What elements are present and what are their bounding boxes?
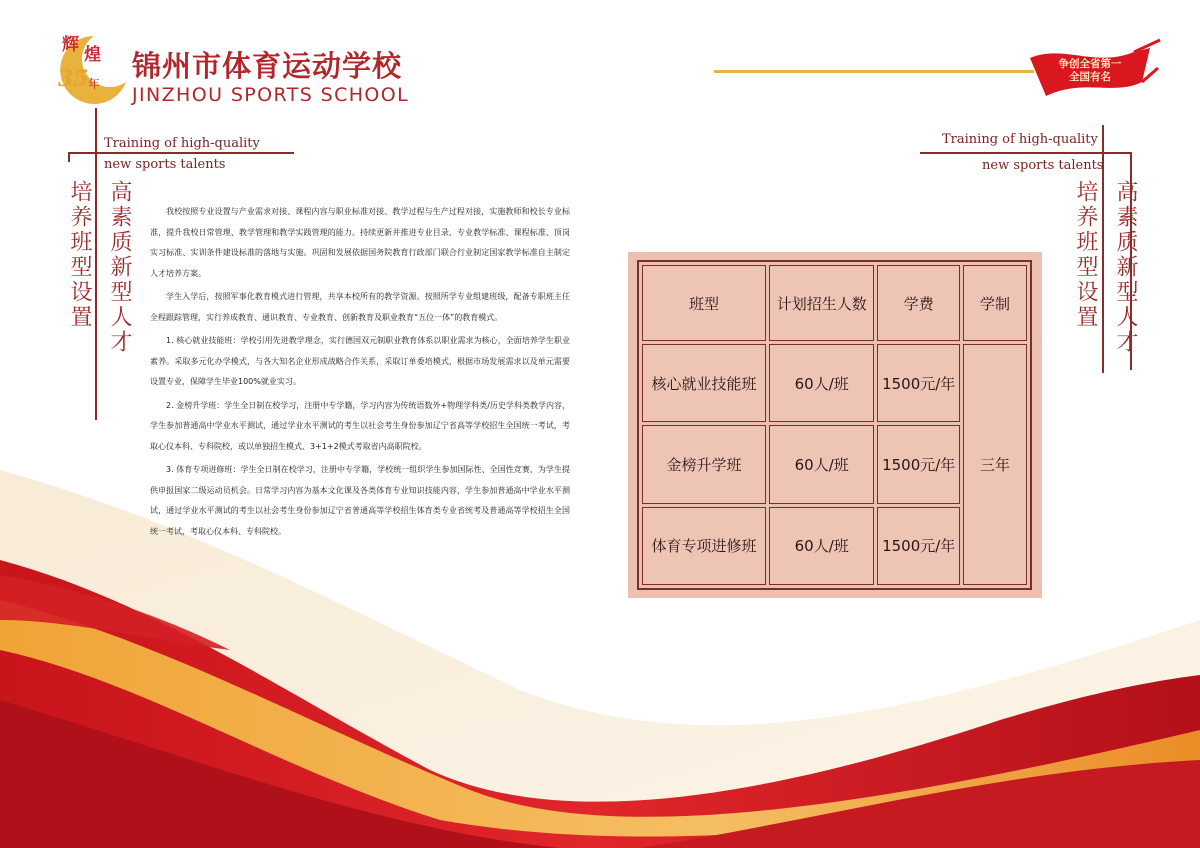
anniversary-emblem-logo xyxy=(54,30,134,106)
left-title-cn-col1: 培养班型设置 xyxy=(67,180,92,330)
body-paragraph: 1. 核心就业技能班：学校引用先进教学理念，实行德国双元制职业教育体系以职业需求为核心，全面培养学生职业素养。采取多元化办学模式，与各大知名企业形成战略合作关系，采取订单委培模式，根据市场发展需求以及单元需要设置专业，保障学生毕业100%就业实习。 xyxy=(150,336,570,386)
body-paragraph: 2. 金榜升学班：学生全日制在校学习，注册中专学籍，学习内容为传统语数外+物理学科类/历史学科类教学内容，学生参加普通高中学业水平测试，通过学业水平测试的考生以社会考生身份参加辽宁省高等学校招生全国统一考试，考取心仪本科、专科院校，或以单独招生模式、3+1+2模式考取省内高职院校。 xyxy=(150,400,570,451)
left-title-en-line2: new sports talents xyxy=(104,157,226,172)
svg-text:年: 年 xyxy=(88,77,101,91)
flag-slogan-line1: 争创全省第一 xyxy=(1058,58,1122,70)
svg-text:35: 35 xyxy=(58,66,89,92)
flag-slogan xyxy=(1040,58,1140,84)
body-paragraph: 我校按照专业设置与产业需求对接、课程内容与职业标准对接、教学过程与生产过程对接，实施教师和校长专业标准，提升我校日常管理、教学管理和教学实践管理的能力。持续更新并推进专业目录、专业教学标准、课程标准、顶岗实习标准、实训条件建设标准的落地与实施。巩固和发展依据国务院教育行政部门联合行业制定国家教学标准自主制定人才培养方案。 xyxy=(150,207,570,278)
body-paragraph: 3. 体育专项进修班：学生全日制在校学习，注册中专学籍，学校统一组织学生参加国际性、全国性竞赛，为学生提供申报国家二级运动员机会。日常学习内容为基本文化课及各类体育专业知识技能内容，学生参加普通高中学业水平测试，通过学业水平测试的考生以社会考生身份参加辽宁省普通高等学校招生体育类专业省统考及普通高等学校招生全国统一考试，考取心仪本科、专科院校。 xyxy=(150,465,570,536)
table-header-row xyxy=(642,265,1027,341)
table-cell-fee: 1500元/年 xyxy=(877,425,960,503)
right-title-en-line2: new sports talents xyxy=(982,158,1104,173)
table-cell-class: 金榜升学班 xyxy=(642,425,766,503)
flag-slogan-line2: 全国有名 xyxy=(1069,71,1111,83)
class-type-table xyxy=(639,262,1030,588)
table-row xyxy=(642,344,1027,422)
table-cell-fee: 1500元/年 xyxy=(877,344,960,422)
table-header-cell: 班型 xyxy=(642,265,766,341)
table-cell-duration: 三年 xyxy=(963,344,1027,585)
body-paragraph: 学生入学后，按照军事化教育模式进行管理，共享本校所有的教学资源。按照所学专业组建班级，配备专职班主任全程跟踪管理，实行养成教育、通识教育、专业教育、创新教育及职业教育“五位一体”的教育模式。 xyxy=(150,292,570,322)
table-cell-quota: 60人/班 xyxy=(769,425,874,503)
right-title-cn-col2: 高素质新型人才 xyxy=(1113,180,1138,355)
class-type-table-panel xyxy=(628,252,1042,598)
right-title-horizontal-rule xyxy=(920,152,1132,154)
table-header-cell: 学制 xyxy=(963,265,1027,341)
table-cell-quota: 60人/班 xyxy=(769,507,874,585)
left-title-horizontal-rule xyxy=(68,152,294,154)
left-title-cn-col2: 高素质新型人才 xyxy=(107,180,132,355)
right-title-cn-col1: 培养班型设置 xyxy=(1073,180,1098,330)
program-description xyxy=(150,202,570,545)
header-gold-rule xyxy=(714,70,1034,73)
table-header-cell: 学费 xyxy=(877,265,960,341)
table-cell-quota: 60人/班 xyxy=(769,344,874,422)
table-cell-class: 核心就业技能班 xyxy=(642,344,766,422)
table-cell-fee: 1500元/年 xyxy=(877,507,960,585)
table-header-cell: 计划招生人数 xyxy=(769,265,874,341)
left-title-en-line1: Training of high-quality xyxy=(104,136,260,151)
svg-text:煌: 煌 xyxy=(84,45,101,65)
left-title-vertical-rule-outer xyxy=(68,152,70,162)
svg-text:辉: 辉 xyxy=(62,35,79,55)
table-cell-class: 体育专项进修班 xyxy=(642,507,766,585)
school-name-chinese: 锦州市体育运动学校 xyxy=(132,49,403,83)
left-title-vertical-rule-inner xyxy=(95,108,97,420)
class-type-table-frame xyxy=(637,260,1032,590)
right-title-en-line1: Training of high-quality xyxy=(942,132,1098,147)
school-name-english: JINZHOU SPORTS SCHOOL xyxy=(132,84,410,106)
